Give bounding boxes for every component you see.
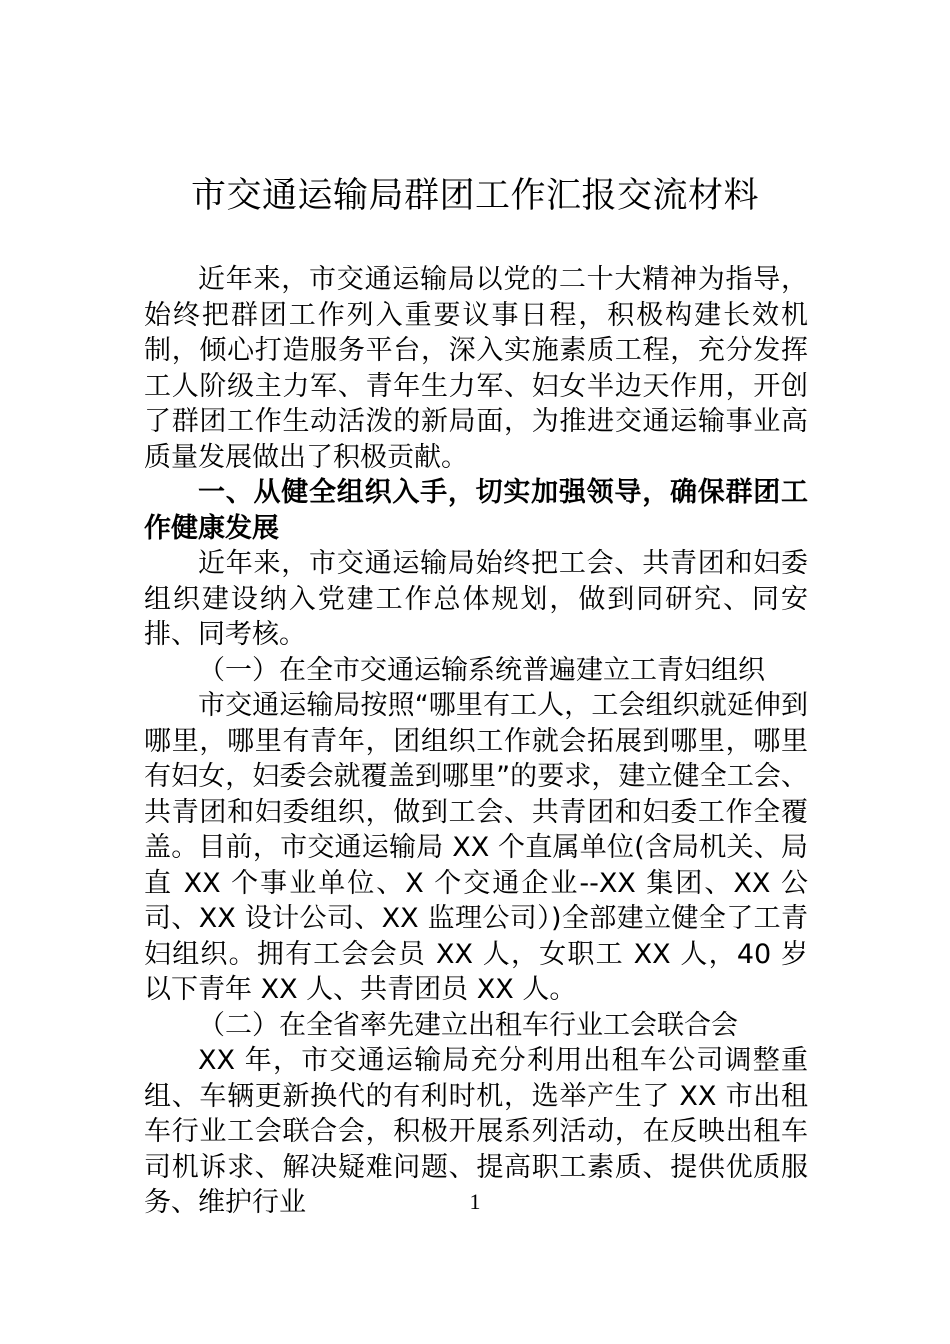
section-1-paragraph: 近年来，市交通运输局始终把工会、共青团和妇委组织建设纳入党建工作总体规划，做到同研究、同安排、同考核。 — [144, 548, 808, 650]
document-body — [144, 262, 808, 1221]
document-title: 市交通运输局群团工作汇报交流材料 — [190, 176, 759, 216]
subsection-heading-2: （二）在全省率先建立出租车行业工会联合会 — [198, 1009, 738, 1041]
page-number: 1 — [469, 1189, 481, 1214]
section-heading-1: 一、从健全组织入手，切实加强领导，确保群团工作健康发展 — [144, 477, 808, 544]
intro-paragraph: 近年来，市交通运输局以党的二十大精神为指导，始终把群团工作列入重要议事日程，积极构建长效机制，倾心打造服务平台，深入实施素质工程，充分发挥工人阶级主力军、青年生力军、妇女半边天作用，开创了群团工作生动活泼的新局面，为推进交通运输事业高质量发展做出了积极贡献。 — [144, 264, 808, 473]
subsection-2-paragraph: XX 年，市交通运输局充分利用出租车公司调整重组、车辆更新换代的有利时机，选举产生了 XX 市出租车行业工会联合会，积极开展系列活动，在反映出租车司机诉求、解决疑难问题、提高职工素质、提供优质服务、维护行业 — [144, 1045, 808, 1218]
subsection-1-paragraph: 市交通运输局按照“哪里有工人，工会组织就延伸到哪里，哪里有青年，团组织工作就会拓展到哪里，哪里有妇女，妇委会就覆盖到哪里”的要求，建立健全工会、共青团和妇委组织，做到工会、共青团和妇委工作全覆盖。目前，市交通运输局 XX 个直属单位(含局机关、局直 XX 个事业单位、X 个交通企业--XX 集团、XX 公司、XX 设计公司、XX 监理公司）)全部建立健全了工青妇组织。拥有工会会员 XX 人，女职工 XX 人，40 岁以下青年 XX 人、共青团员 XX 人。 — [144, 690, 808, 1005]
subsection-heading-1: （一）在全市交通运输系统普遍建立工青妇组织 — [198, 654, 765, 686]
